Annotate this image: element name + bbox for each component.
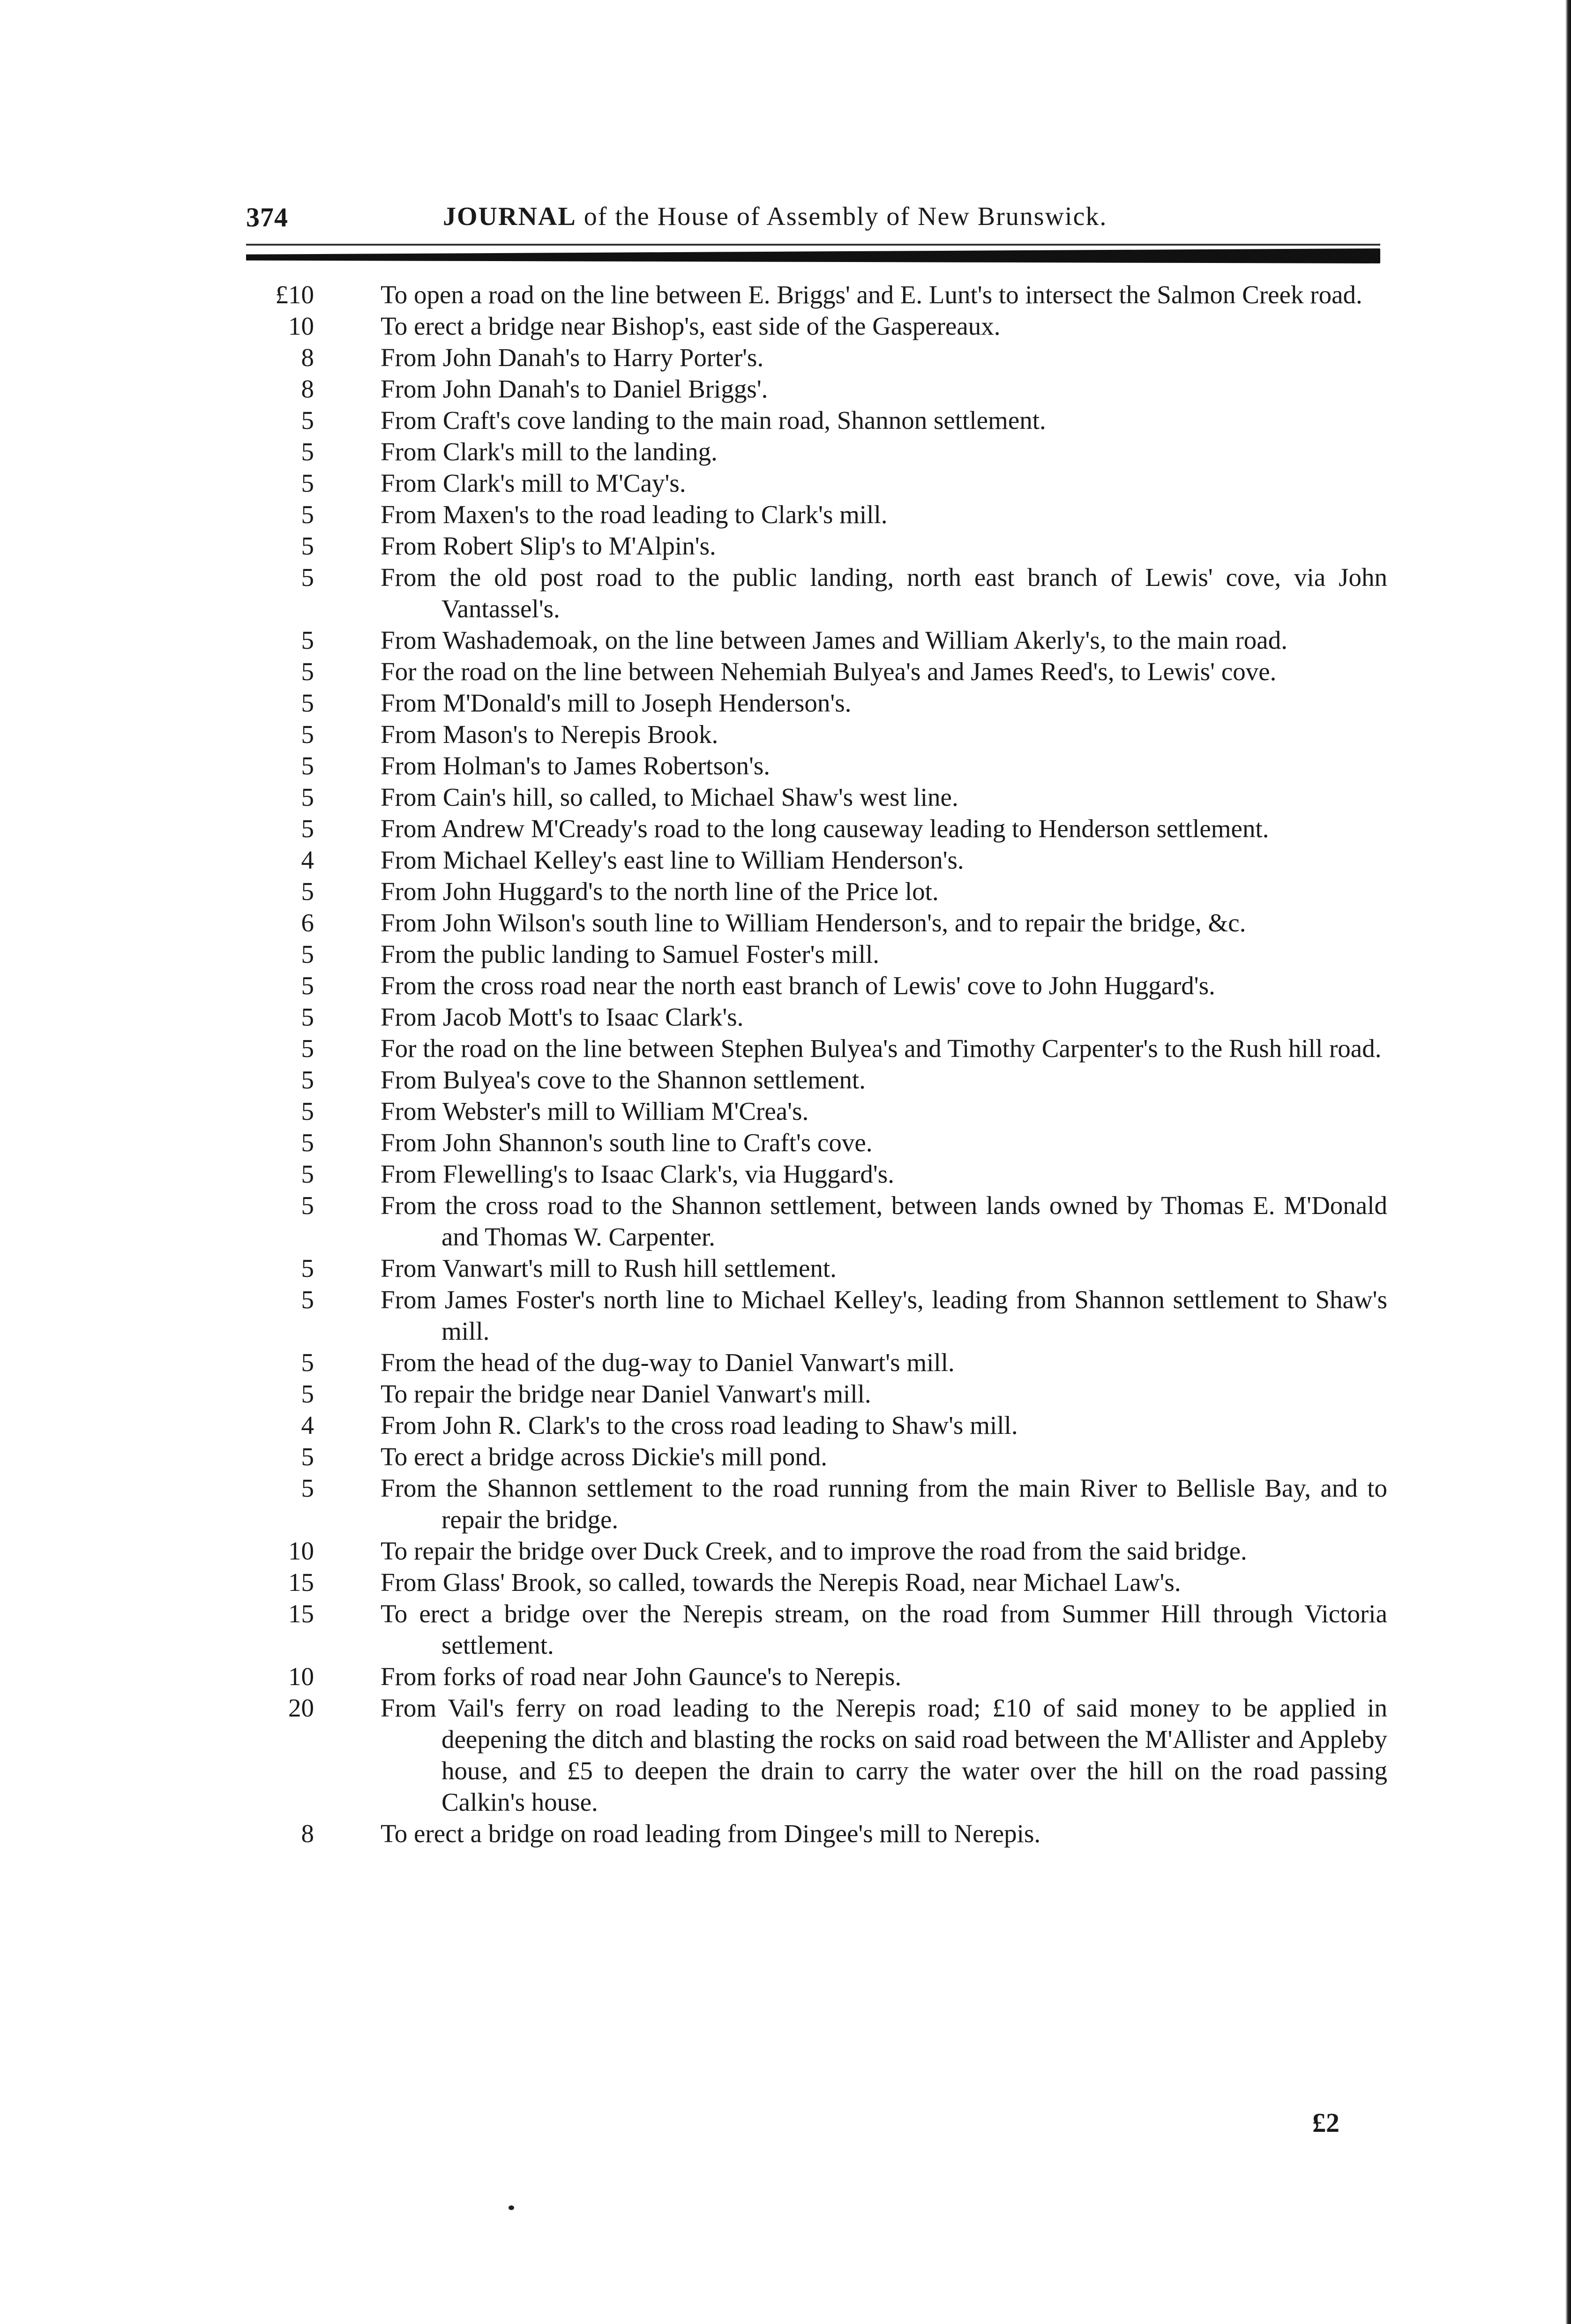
entry-amount: 8 (301, 1819, 314, 1848)
entry-description: From Craft's cove landing to the main road, Shannon settlement. (381, 406, 1046, 435)
appropriation-entry (244, 1347, 1387, 1378)
entry-amount: 10 (288, 1537, 314, 1565)
appropriation-entry (244, 1409, 1387, 1441)
appropriation-entry (244, 1692, 1387, 1818)
entry-description: From Clark's mill to the landing. (381, 437, 718, 466)
entry-amount: 8 (301, 375, 314, 403)
entry-amount: 5 (301, 437, 314, 466)
entry-amount: 5 (301, 563, 314, 592)
entry-amount: 5 (301, 1128, 314, 1157)
entry-amount: 5 (301, 940, 314, 968)
entry-description: From Michael Kelley's east line to William Henderson's. (381, 846, 964, 874)
appropriation-entry (244, 436, 1387, 467)
entry-description: From Maxen's to the road leading to Clark's mill. (381, 500, 888, 529)
entry-amount: 5 (301, 1003, 314, 1031)
running-title-journal: JOURNAL (443, 202, 576, 231)
entry-description: From Bulyea's cove to the Shannon settlement. (381, 1065, 866, 1094)
header-rule (246, 248, 1380, 263)
entry-description: To repair the bridge near Daniel Vanwart's mill. (381, 1379, 871, 1408)
entry-amount: 15 (288, 1568, 314, 1597)
entry-amount: 20 (288, 1694, 314, 1722)
appropriation-entry (244, 467, 1387, 499)
running-title (443, 202, 1107, 232)
appropriation-entry (244, 1252, 1387, 1284)
entry-description: From Flewelling's to Isaac Clark's, via Huggard's. (381, 1160, 894, 1188)
appropriation-entry (244, 1190, 1387, 1252)
entry-description: From John R. Clark's to the cross road leading to Shaw's mill. (381, 1411, 1018, 1439)
entry-amount: 5 (301, 751, 314, 780)
appropriation-entry (244, 1598, 1387, 1661)
appropriation-entry (244, 1567, 1387, 1598)
appropriation-entry (244, 310, 1387, 342)
entry-description: From Jacob Mott's to Isaac Clark's. (381, 1003, 744, 1031)
appropriation-entry (244, 1661, 1387, 1692)
appropriation-entry (244, 1284, 1387, 1347)
page-edge (1565, 0, 1571, 2324)
entry-description: From Mason's to Nerepis Brook. (381, 720, 718, 749)
appropriation-entry (244, 373, 1387, 405)
appropriation-entry (244, 342, 1387, 373)
entry-amount: 5 (301, 1379, 314, 1408)
appropriation-entry (244, 813, 1387, 844)
running-title-rest: of the House of Assembly of New Brunswick. (584, 202, 1107, 231)
entry-amount: 5 (301, 657, 314, 686)
appropriation-entry (244, 1158, 1387, 1190)
entry-description: To repair the bridge over Duck Creek, and to improve the road from the said bridge. (381, 1537, 1247, 1565)
entry-description: From Vanwart's mill to Rush hill settlement. (381, 1254, 837, 1282)
entry-amount: 5 (301, 1442, 314, 1471)
entry-description: From M'Donald's mill to Joseph Henderson's. (381, 689, 852, 717)
entry-description: From Glass' Brook, so called, towards the Nerepis Road, near Michael Law's. (381, 1568, 1181, 1597)
entry-amount: 5 (301, 1474, 314, 1502)
appropriation-entry (244, 499, 1387, 530)
appropriation-entry (244, 687, 1387, 719)
appropriation-entry (244, 562, 1387, 624)
entry-amount: 8 (301, 343, 314, 372)
appropriation-entry (244, 656, 1387, 687)
entry-amount: 5 (301, 1191, 314, 1220)
entry-description: To erect a bridge over the Nerepis stream, on the road from Summer Hill through Victoria settlement. (381, 1599, 1387, 1659)
entry-description: From forks of road near John Gaunce's to Nerepis. (381, 1662, 902, 1691)
entry-amount: 5 (301, 1348, 314, 1377)
entry-amount: 4 (301, 1411, 314, 1439)
entry-description: From the old post road to the public landing, north east branch of Lewis' cove, via John Vantassel's. (381, 563, 1387, 623)
entry-description: From the Shannon settlement to the road running from the main River to Bellisle Bay, and to repair the bridge. (381, 1474, 1387, 1534)
entry-description: From John Danah's to Daniel Briggs'. (381, 375, 768, 403)
appropriation-entry (244, 405, 1387, 436)
appropriation-entry (244, 876, 1387, 907)
entry-amount: 5 (301, 406, 314, 435)
page-number: 374 (246, 202, 288, 232)
entry-description: From the public landing to Samuel Foster's mill. (381, 940, 880, 968)
appropriation-entry (244, 1818, 1387, 1849)
entry-description: To erect a bridge across Dickie's mill pond. (381, 1442, 827, 1471)
entry-amount: 10 (288, 1662, 314, 1691)
appropriation-entry (244, 970, 1387, 1001)
entry-amount: 5 (301, 1065, 314, 1094)
entry-description: From Clark's mill to M'Cay's. (381, 469, 686, 497)
appropriation-entry (244, 1095, 1387, 1127)
entry-description: From Andrew M'Cready's road to the long causeway leading to Henderson settlement. (381, 814, 1269, 843)
appropriation-entry (244, 530, 1387, 562)
entry-description: To open a road on the line between E. Briggs' and E. Lunt's to intersect the Salmon Creek road. (381, 280, 1362, 309)
entry-amount: 5 (301, 532, 314, 560)
entry-amount: 5 (301, 500, 314, 529)
entry-description: From Washademoak, on the line between James and William Akerly's, to the main road. (381, 626, 1287, 654)
catchword: £2 (1312, 2107, 1339, 2138)
entry-description: From the head of the dug-way to Daniel Vanwart's mill. (381, 1348, 955, 1377)
appropriation-entry (244, 719, 1387, 750)
entry-amount: 5 (301, 626, 314, 654)
entry-amount: 5 (301, 783, 314, 811)
header-rule-thin (246, 244, 1380, 246)
appropriation-entry (244, 1472, 1387, 1535)
appropriation-entry (244, 1001, 1387, 1033)
entry-amount: 15 (288, 1599, 314, 1628)
entry-amount: 6 (301, 908, 314, 937)
entry-description: For the road on the line between Nehemiah Bulyea's and James Reed's, to Lewis' cove. (381, 657, 1277, 686)
entry-amount: 5 (301, 689, 314, 717)
entry-description: From Holman's to James Robertson's. (381, 751, 771, 780)
entry-amount: 4 (301, 846, 314, 874)
appropriation-entry (244, 781, 1387, 813)
entry-amount: 5 (301, 1034, 314, 1063)
appropriation-entry (244, 624, 1387, 656)
appropriation-entry (244, 1441, 1387, 1472)
entry-amount: 5 (301, 971, 314, 1000)
entry-amount: 5 (301, 1097, 314, 1125)
entry-amount: 5 (301, 720, 314, 749)
entry-description: From John Danah's to Harry Porter's. (381, 343, 764, 372)
ink-speck (509, 2205, 514, 2210)
entry-description: From Vail's ferry on road leading to the Nerepis road; £10 of said money to be applied in deepening the ditch and blasting the rocks on said road between the M'Allister and Appleby house, and £5 to deepen the drain to carry the water over the hill on the road passing Calkin's house. (381, 1694, 1387, 1816)
entry-description: From Webster's mill to William M'Crea's. (381, 1097, 809, 1125)
entry-amount: £10 (275, 280, 314, 309)
appropriation-entry (244, 279, 1387, 310)
entry-amount: 5 (301, 814, 314, 843)
appropriation-entry (244, 1064, 1387, 1095)
page-header (246, 202, 1394, 248)
appropriation-entry (244, 844, 1387, 876)
entry-amount: 5 (301, 469, 314, 497)
entry-description: For the road on the line between Stephen Bulyea's and Timothy Carpenter's to the Rush hill road. (381, 1034, 1382, 1063)
entry-description: From the cross road near the north east branch of Lewis' cove to John Huggard's. (381, 971, 1215, 1000)
appropriation-entry (244, 1378, 1387, 1409)
appropriation-entry (244, 1127, 1387, 1158)
entry-description: From James Foster's north line to Michael Kelley's, leading from Shannon settlement to Shaw's mill. (381, 1285, 1387, 1345)
appropriation-entry (244, 938, 1387, 970)
entry-description: From Robert Slip's to M'Alpin's. (381, 532, 716, 560)
entry-amount: 5 (301, 1285, 314, 1314)
appropriation-entry (244, 907, 1387, 938)
appropriation-entry (244, 750, 1387, 781)
entry-description: From Cain's hill, so called, to Michael Shaw's west line. (381, 783, 958, 811)
appropriation-list (244, 279, 1387, 1849)
entry-amount: 5 (301, 877, 314, 906)
entry-amount: 5 (301, 1254, 314, 1282)
entry-description: To erect a bridge on road leading from Dingee's mill to Nerepis. (381, 1819, 1041, 1848)
appropriation-entry (244, 1033, 1387, 1064)
appropriation-entry (244, 1535, 1387, 1567)
entry-description: From John Wilson's south line to William Henderson's, and to repair the bridge, &c. (381, 908, 1246, 937)
entry-description: To erect a bridge near Bishop's, east side of the Gaspereaux. (381, 312, 1001, 340)
entry-amount: 5 (301, 1160, 314, 1188)
entry-amount: 10 (288, 312, 314, 340)
entry-description: From John Shannon's south line to Craft's cove. (381, 1128, 873, 1157)
entry-description: From John Huggard's to the north line of the Price lot. (381, 877, 939, 906)
entry-description: From the cross road to the Shannon settlement, between lands owned by Thomas E. M'Donald and Thomas W. Carpenter. (381, 1191, 1387, 1251)
